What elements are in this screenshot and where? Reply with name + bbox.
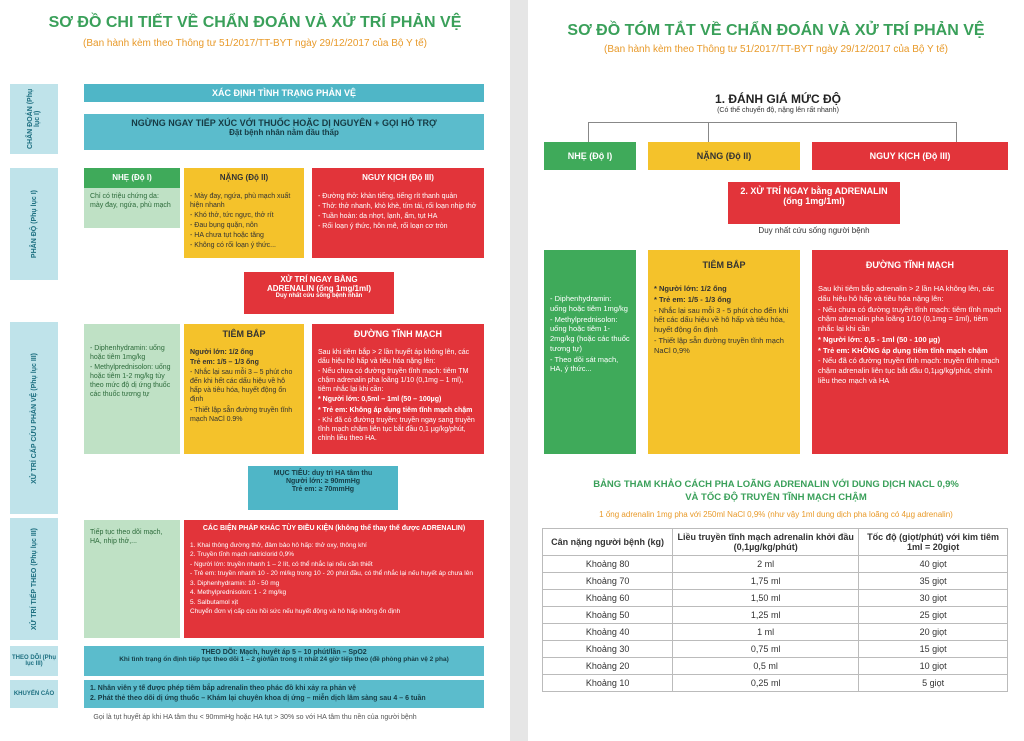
side-label-theo-doi: THEO DÕI (Phụ lục III)	[10, 646, 58, 676]
table-header-row	[543, 529, 1008, 556]
text-line: - Tuần hoàn: da nhợt, lạnh, ẩm, tụt HA	[318, 213, 438, 221]
text-line: Người lớn: 1/2 ống	[190, 349, 254, 356]
text-line: Sau khi tiêm bắp adrenalin > 2 lần HA không lên, các dấu hiệu hô hấp và tiêu hóa nặng lên:	[818, 284, 995, 303]
table-row	[543, 607, 1008, 624]
side-label-khuyen-cao: KHUYẾN CÁO	[10, 680, 58, 708]
nhe-text: Chỉ có triệu chứng da: mày đay, ngứa, phù mạch	[90, 193, 171, 210]
muc-tieu-box	[248, 466, 398, 510]
theo-doi-box	[84, 646, 484, 676]
right-subtitle: (Ban hành kèm theo Thông tư 51/2017/TT-BYT ngày 29/12/2017 của Bộ Y tế)	[604, 44, 948, 55]
table-cell: 2 ml	[673, 556, 859, 573]
right-xu-tri-box	[728, 182, 900, 224]
text-line: - Thở: thở nhanh, khò khè, tím tái, rối loạn nhịp thở	[318, 203, 477, 211]
ngung-sub: Đặt bệnh nhân nằm đầu thấp	[229, 128, 339, 137]
nhe-box	[84, 168, 180, 228]
nguy-box	[312, 168, 484, 258]
adrenalin-box	[244, 272, 394, 314]
table-cell: Khoảng 10	[543, 675, 673, 692]
table-sub: 1 ống adrenalin 1mg pha với 250ml NaCl 0,9% (như vậy 1ml dung dịch pha loãng có 4µg adrenalin)	[599, 510, 953, 519]
table-cell: 10 giọt	[859, 658, 1008, 675]
dilution-table	[542, 528, 1008, 692]
right-tiem-bap-lines	[648, 280, 800, 360]
text-line: - Theo dõi sát mạch, HA, ý thức...	[550, 354, 619, 374]
right-tiem-bap-box	[648, 250, 800, 454]
connector-line	[708, 122, 709, 142]
tiem-bap-title: TIÊM BẮP	[222, 329, 266, 339]
table-title-1: BẢNG THAM KHẢO CÁCH PHA LOÃNG ADRENALIN VỚI DUNG DỊCH NACL 0,9%	[593, 479, 959, 490]
bien-phap-box	[184, 520, 484, 638]
adrenalin-title-2: ADRENALIN (ống 1mg/1ml)	[267, 284, 371, 293]
text-line: Trẻ em: 1/5 – 1/3 ống	[190, 359, 259, 367]
xac-dinh-box: XÁC ĐỊNH TÌNH TRẠNG PHẢN VỆ	[84, 84, 484, 102]
duong-tm-lines	[312, 344, 484, 448]
duong-tm-title: ĐƯỜNG TĨNH MẠCH	[353, 329, 443, 339]
tiep-tuc-box: Tiếp tục theo dõi mạch, HA, nhịp thở,...	[84, 520, 180, 638]
table-row	[543, 556, 1008, 573]
text-line: - Mày đay, ngứa, phù mạch xuất hiện nhanh	[190, 193, 291, 210]
table-cell: Khoảng 40	[543, 624, 673, 641]
table-cell: 1,50 ml	[673, 590, 859, 607]
text-line: - Khó thở, tức ngực, thở rít	[190, 212, 274, 220]
right-xu-tri-sub: Duy nhất cứu sống người bệnh	[758, 226, 870, 235]
connector-line	[588, 122, 589, 142]
nang-title: NẶNG (Độ II)	[219, 173, 269, 182]
text-line: - Khi đã có đường truyền: truyền ngay sang truyền tĩnh mạch chậm liên tục bắt đầu 0,1 µg/kg/phút, chỉnh liều theo HA.	[318, 416, 475, 442]
bien-phap-lines	[184, 538, 484, 622]
text-line: 5. Salbutamol xịt	[190, 598, 239, 606]
text-line: - HA chưa tụt hoặc tăng	[190, 232, 264, 240]
left-title: SƠ ĐỒ CHI TIẾT VỀ CHẨN ĐOÁN VÀ XỬ TRÍ PHẢN VỆ	[48, 14, 462, 31]
text-line: - Nhắc lại sau mỗi 3 – 5 phút cho đến khi hết các dấu hiệu về hô hấp và tiêu hóa, huyết động ổn định	[190, 369, 293, 404]
text-line: - Diphenhydramin: uống hoặc tiêm 1mg/kg	[90, 345, 165, 362]
table-cell: Khoảng 70	[543, 573, 673, 590]
text-line: - Rối loạn ý thức, hôn mê, rối loạn cơ tròn	[318, 223, 448, 231]
table-row	[543, 641, 1008, 658]
text-line: * Người lớn: 1/2 ống	[654, 284, 727, 293]
table-cell: 40 giọt	[859, 556, 1008, 573]
text-line: - Trẻ em: truyền nhanh 10 - 20 ml/kg trong 10 - 20 phút đầu, có thể nhắc lại nếu huyết áp chưa lên	[190, 570, 473, 578]
text-line: - Người lớn: truyền nhanh 1 – 2 lít, có thể nhắc lại nếu cần thiết	[190, 560, 373, 568]
danh-gia-sub: (Có thể chuyển độ, nặng lên rất nhanh)	[717, 107, 839, 114]
text-line: - Nếu chưa có đường truyền tĩnh mạch: tiêm tĩnh mạch chậm adrenalin pha loãng 1/10 (0,1mg = 1ml), tiêm nhắc lại khi cần	[818, 304, 1002, 333]
nguy-title: NGUY KỊCH (Độ III)	[362, 173, 434, 182]
tiem-bap-lines	[184, 344, 304, 429]
text-line: 2. Phát thẻ theo dõi dị ứng thuốc – Khám lại chuyên khoa dị ứng – miễn dịch lâm sàng sau 4 – 6 tuần	[90, 695, 426, 703]
table-row	[543, 658, 1008, 675]
table-cell: 0,25 ml	[673, 675, 859, 692]
text-line: Trẻ em: ≥ 70mmHg	[291, 486, 355, 493]
detailed-chart-page	[0, 0, 510, 741]
summary-chart-page	[528, 0, 1024, 741]
table-cell: Khoảng 60	[543, 590, 673, 607]
tiem-bap-box	[184, 324, 304, 454]
table-header: Tốc độ (giọt/phút) với kim tiêm 1ml = 20giọt	[859, 529, 1008, 556]
danh-gia-title: 1. ĐÁNH GIÁ MỨC ĐỘ	[715, 92, 841, 106]
text-line: 3. Diphenhydramin: 10 - 50 mg	[190, 579, 280, 587]
right-title: SƠ ĐỒ TÓM TẮT VỀ CHẨN ĐOÁN VÀ XỬ TRÍ PHẢN VỆ	[567, 22, 985, 39]
text-line: * Trẻ em: Không áp dụng tiêm tĩnh mạch chậm	[318, 406, 473, 414]
text-line: - Đường thở: khàn tiếng, tiếng rít thanh quản	[318, 193, 458, 200]
text-line: 2. Truyền tĩnh mạch natriclorid 0,9%	[190, 551, 295, 559]
right-duong-tm-lines	[812, 280, 1008, 391]
table-cell: 0,5 ml	[673, 658, 859, 675]
text-line: 1. Nhân viên y tế được phép tiêm bắp adrenalin theo phác đồ khi xảy ra phản vệ	[90, 685, 356, 692]
table-cell: Khoảng 30	[543, 641, 673, 658]
right-green-box	[544, 250, 636, 454]
text-line: - Thiết lập sẵn đường truyền tĩnh mạch NaCl 0,9%	[654, 335, 784, 355]
table-header: Cân nặng người bệnh (kg)	[543, 529, 673, 556]
table-cell: 1,25 ml	[673, 607, 859, 624]
duong-tm-box	[312, 324, 484, 454]
ngung-box	[84, 114, 484, 150]
text-line: Sau khi tiêm bắp > 2 lần huyết áp không lên, các dấu hiệu hô hấp và tiêu hóa nặng lên:	[318, 349, 470, 366]
right-xu-tri-2: (ống 1mg/1ml)	[783, 196, 845, 206]
table-title	[528, 478, 1024, 505]
text-line: 4. Methylprednisolon: 1 - 2 mg/kg	[190, 589, 287, 597]
table-cell: 30 giọt	[859, 590, 1008, 607]
table-row	[543, 590, 1008, 607]
right-nguy: NGUY KỊCH (Độ III)	[812, 142, 1008, 170]
connector-line	[956, 122, 957, 142]
side-label-xu-tri-tiep: XỬ TRÍ TIẾP THEO (Phụ lục III)	[10, 518, 58, 640]
adrenalin-sub: Duy nhất cứu sống bệnh nhân	[275, 293, 363, 299]
text-line: - Nếu chưa có đường truyền tĩnh mạch: tiêm TM chậm adrenalin pha loãng 1/10 (0,1mg – 1 ml), tiêm nhắc lại khi cần:	[318, 368, 469, 394]
table-cell: 25 giọt	[859, 607, 1008, 624]
table-cell: 0,75 ml	[673, 641, 859, 658]
table-row	[543, 573, 1008, 590]
table-cell: 1 ml	[673, 624, 859, 641]
side-label-chan-doan: CHẨN ĐOÁN (Phụ lục I)	[10, 84, 58, 154]
right-tiem-bap-title: TIÊM BẮP	[702, 260, 746, 270]
table-cell: 15 giọt	[859, 641, 1008, 658]
text-line: Người lớn: ≥ 90mmHg	[285, 478, 361, 485]
text-line: MỤC TIÊU: duy trì HA tâm thu	[273, 470, 373, 477]
text-line: - Không có rối loạn ý thức...	[190, 242, 277, 250]
side-label-xu-tri: XỬ TRÍ CẤP CỨU PHẢN VỆ (Phụ lục III)	[10, 322, 58, 514]
table-cell: Khoảng 20	[543, 658, 673, 675]
right-nang: NẶNG (Độ II)	[648, 142, 800, 170]
table-cell: Khoảng 80	[543, 556, 673, 573]
ngung-title: NGỪNG NGAY TIẾP XÚC VỚI THUỐC HOẶC DỊ NGUYÊN + GỌI HỖ TRỢ	[131, 118, 437, 128]
right-nhe: NHẸ (Độ I)	[544, 142, 636, 170]
table-cell: 1,75 ml	[673, 573, 859, 590]
bien-phap-title: CÁC BIỆN PHÁP KHÁC TÙY ĐIỀU KIỆN (không thể thay thế được ADRENALIN)	[202, 525, 466, 532]
adrenalin-title-1: XỬ TRÍ NGAY BẰNG	[280, 275, 358, 284]
table-row	[543, 624, 1008, 641]
text-line: - Diphenhydramin: uống hoặc tiêm 1mg/kg	[550, 294, 628, 313]
table-cell: Khoảng 50	[543, 607, 673, 624]
theo-doi-sub: Khi tình trạng ổn định tiếp tục theo dõi 1 – 2 giờ/lần trong ít nhất 24 giờ tiếp theo (đề phòng phản vệ 2 pha)	[119, 656, 449, 663]
nang-lines	[184, 188, 304, 256]
left-subtitle: (Ban hành kèm theo Thông tư 51/2017/TT-BYT ngày 29/12/2017 của Bộ Y tế)	[83, 38, 427, 49]
connector-line	[588, 122, 956, 123]
text-line: * Trẻ em: KHÔNG áp dụng tiêm tĩnh mạch chậm	[818, 345, 988, 355]
text-line: - Nếu đã có đường truyền tĩnh mạch: truyền tĩnh mạch chậm adrenalin liên tục bắt đầu 0,1µg/kg/phút, chỉnh liều theo mạch và HA	[818, 356, 1000, 385]
table-title-2: VÀ TỐC ĐỘ TRUYỀN TĨNH MẠCH CHẬM	[685, 492, 867, 504]
nguy-lines	[312, 188, 484, 236]
table-header: Liều truyền tĩnh mạch adrenalin khởi đầu (0,1µg/kg/phút)	[673, 529, 859, 556]
right-duong-tm-title: ĐƯỜNG TĨNH MẠCH	[865, 260, 955, 270]
text-line: * Người lớn: 0,5ml – 1ml (50 – 100µg)	[318, 396, 442, 404]
khuyen-cao-box	[84, 680, 484, 708]
text-line: * Trẻ em: 1/5 - 1/3 ống	[654, 294, 732, 304]
left-green-box	[84, 324, 180, 454]
nhe-title: NHẸ (Độ I)	[84, 168, 180, 188]
text-line: - Methylprednisolon: uống hoặc tiêm 1-2 mg/kg tùy theo mức độ dị ứng thuốc các thuốc tương tự	[90, 364, 171, 399]
footnote: Gọi là tụt huyết áp khi HA tâm thu < 90mmHg hoặc HA tụt > 30% so với HA tâm thu nền của người bệnh	[93, 714, 417, 721]
theo-doi-title: THEO DÕI: Mạch, huyết áp 5 – 10 phút/lần – SpO2	[201, 649, 367, 656]
text-line: - Đau bụng quặn, nôn	[190, 222, 258, 230]
text-line: Chuyển đơn vị cấp cứu hồi sức nếu huyết động và hô hấp không ổn định	[190, 608, 401, 616]
nang-box	[184, 168, 304, 258]
text-line: - Methylprednisolon: uống hoặc tiêm 1-2mg/kg (hoặc các thuốc tương tự)	[550, 314, 630, 353]
text-line: 1. Khai thông đường thở, đảm bảo hô hấp: thở oxy, thông khí	[190, 542, 367, 549]
text-line: - Thiết lập sẵn đường truyền tĩnh mạch NaCl 0.9%	[190, 406, 293, 423]
right-duong-tm-box	[812, 250, 1008, 454]
dilution-table-wrap	[542, 528, 1008, 692]
table-cell: 35 giọt	[859, 573, 1008, 590]
text-line: * Người lớn: 0,5 - 1ml (50 - 100 µg)	[818, 334, 941, 344]
table-row	[543, 675, 1008, 692]
right-xu-tri-1: 2. XỬ TRÍ NGAY bằng ADRENALIN	[740, 186, 888, 196]
text-line: - Nhắc lại sau mỗi 3 - 5 phút cho đến khi hết các dấu hiệu về hô hấp và tiêu hóa, huyết động ổn định	[654, 305, 789, 334]
table-cell: 20 giọt	[859, 624, 1008, 641]
side-label-phan-do: PHÂN ĐỘ (Phụ lục I)	[10, 168, 58, 280]
table-cell: 5 giọt	[859, 675, 1008, 692]
